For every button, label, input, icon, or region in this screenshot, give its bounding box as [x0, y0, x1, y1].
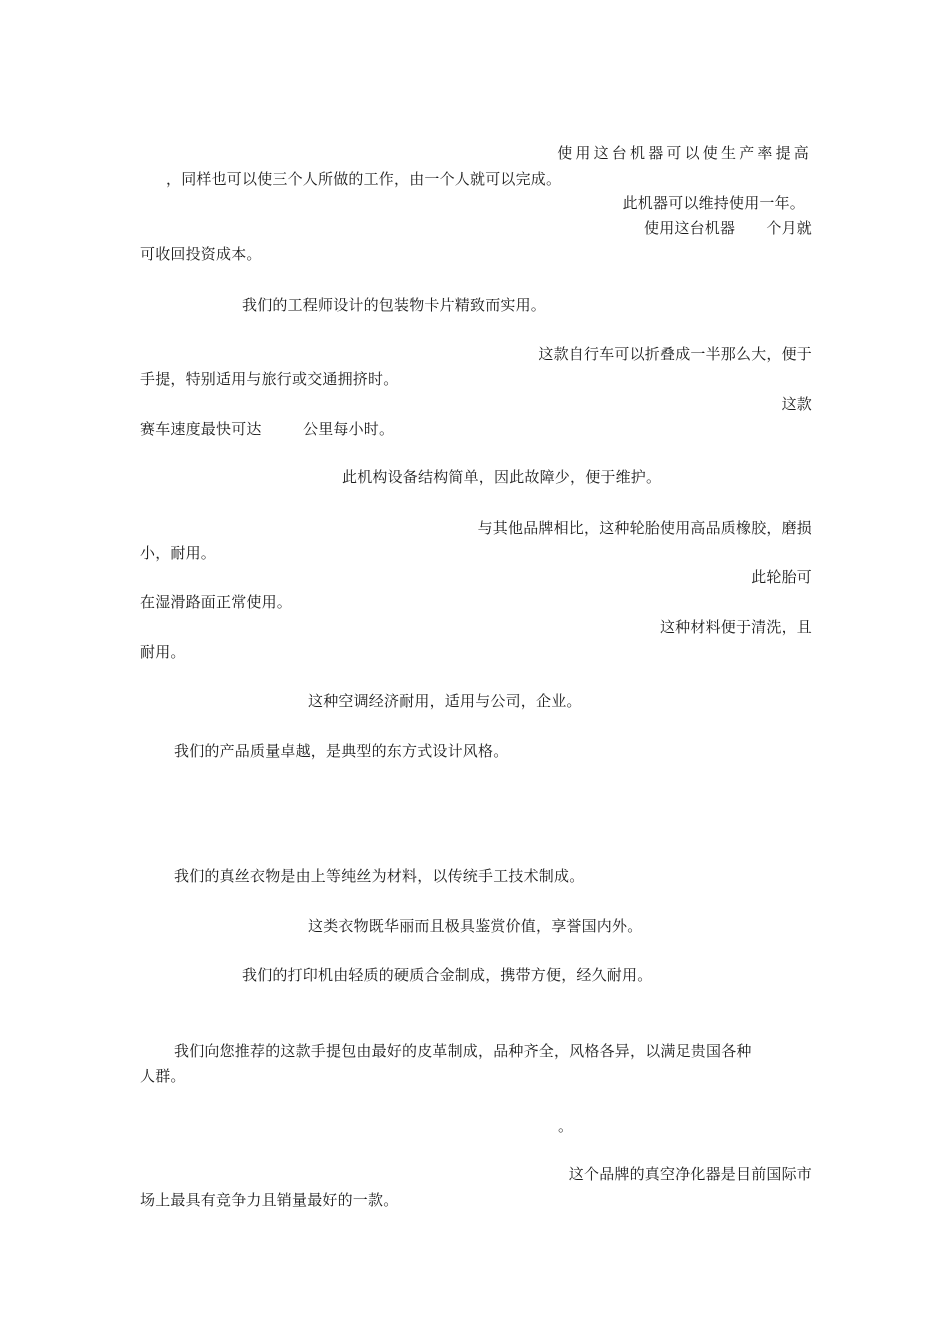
text-line: 我们的打印机由轻质的硬质合金制成，携带方便，经久耐用。	[242, 966, 653, 984]
text-line: 使用这台机器	[644, 219, 736, 237]
text-line: 小，耐用。	[140, 544, 217, 562]
text-line: 与其他品牌相比，这种轮胎使用高品质橡胶，磨损	[477, 519, 812, 537]
text-line: 我们的工程师设计的包装物卡片精致而实用。	[242, 296, 547, 314]
text-line: 我们的产品质量卓越，是典型的东方式设计风格。	[174, 742, 509, 760]
text-line: 这款	[781, 395, 812, 413]
text-line: 这种材料便于清洗，且	[659, 618, 812, 636]
text-line: 在湿滑路面正常使用。	[140, 593, 293, 611]
text-line: 此机器可以维持使用一年。	[622, 194, 805, 212]
text-line: 人群。	[140, 1067, 186, 1085]
text-line: 使用这台机器可以使生产率提高	[557, 144, 812, 162]
text-line: 公里每小时。	[303, 420, 395, 438]
text-line: 手提，特别适用与旅行或交通拥挤时。	[140, 370, 399, 388]
text-line: 此轮胎可	[751, 568, 812, 586]
text-line: 这款自行车可以折叠成一半那么大，便于	[538, 345, 812, 363]
text-line: 赛车速度最快可达	[140, 420, 262, 438]
text-line: 这类衣物既华丽而且极具鉴赏价值，享誉国内外。	[308, 917, 643, 935]
text-line: 个月就	[766, 219, 812, 237]
text-line: 场上最具有竞争力且销量最好的一款。	[140, 1191, 399, 1209]
text-line: 这个品牌的真空净化器是目前国际市	[568, 1165, 812, 1183]
text-line: 耐用。	[140, 643, 186, 661]
text-line: ，同样也可以使三个人所做的工作，由一个人就可以完成。	[166, 170, 562, 188]
text-line: 此机构设备结构简单，因此故障少，便于维护。	[342, 468, 662, 486]
text-line: 我们向您推荐的这款手提包由最好的皮革制成，品种齐全，风格各异，以满足贵国各种	[174, 1042, 752, 1060]
text-line: 。	[558, 1117, 574, 1135]
text-line: 可收回投资成本。	[140, 245, 262, 263]
text-line: 这种空调经济耐用，适用与公司，企业。	[308, 692, 582, 710]
text-line: 我们的真丝衣物是由上等纯丝为材料，以传统手工技术制成。	[174, 867, 585, 885]
